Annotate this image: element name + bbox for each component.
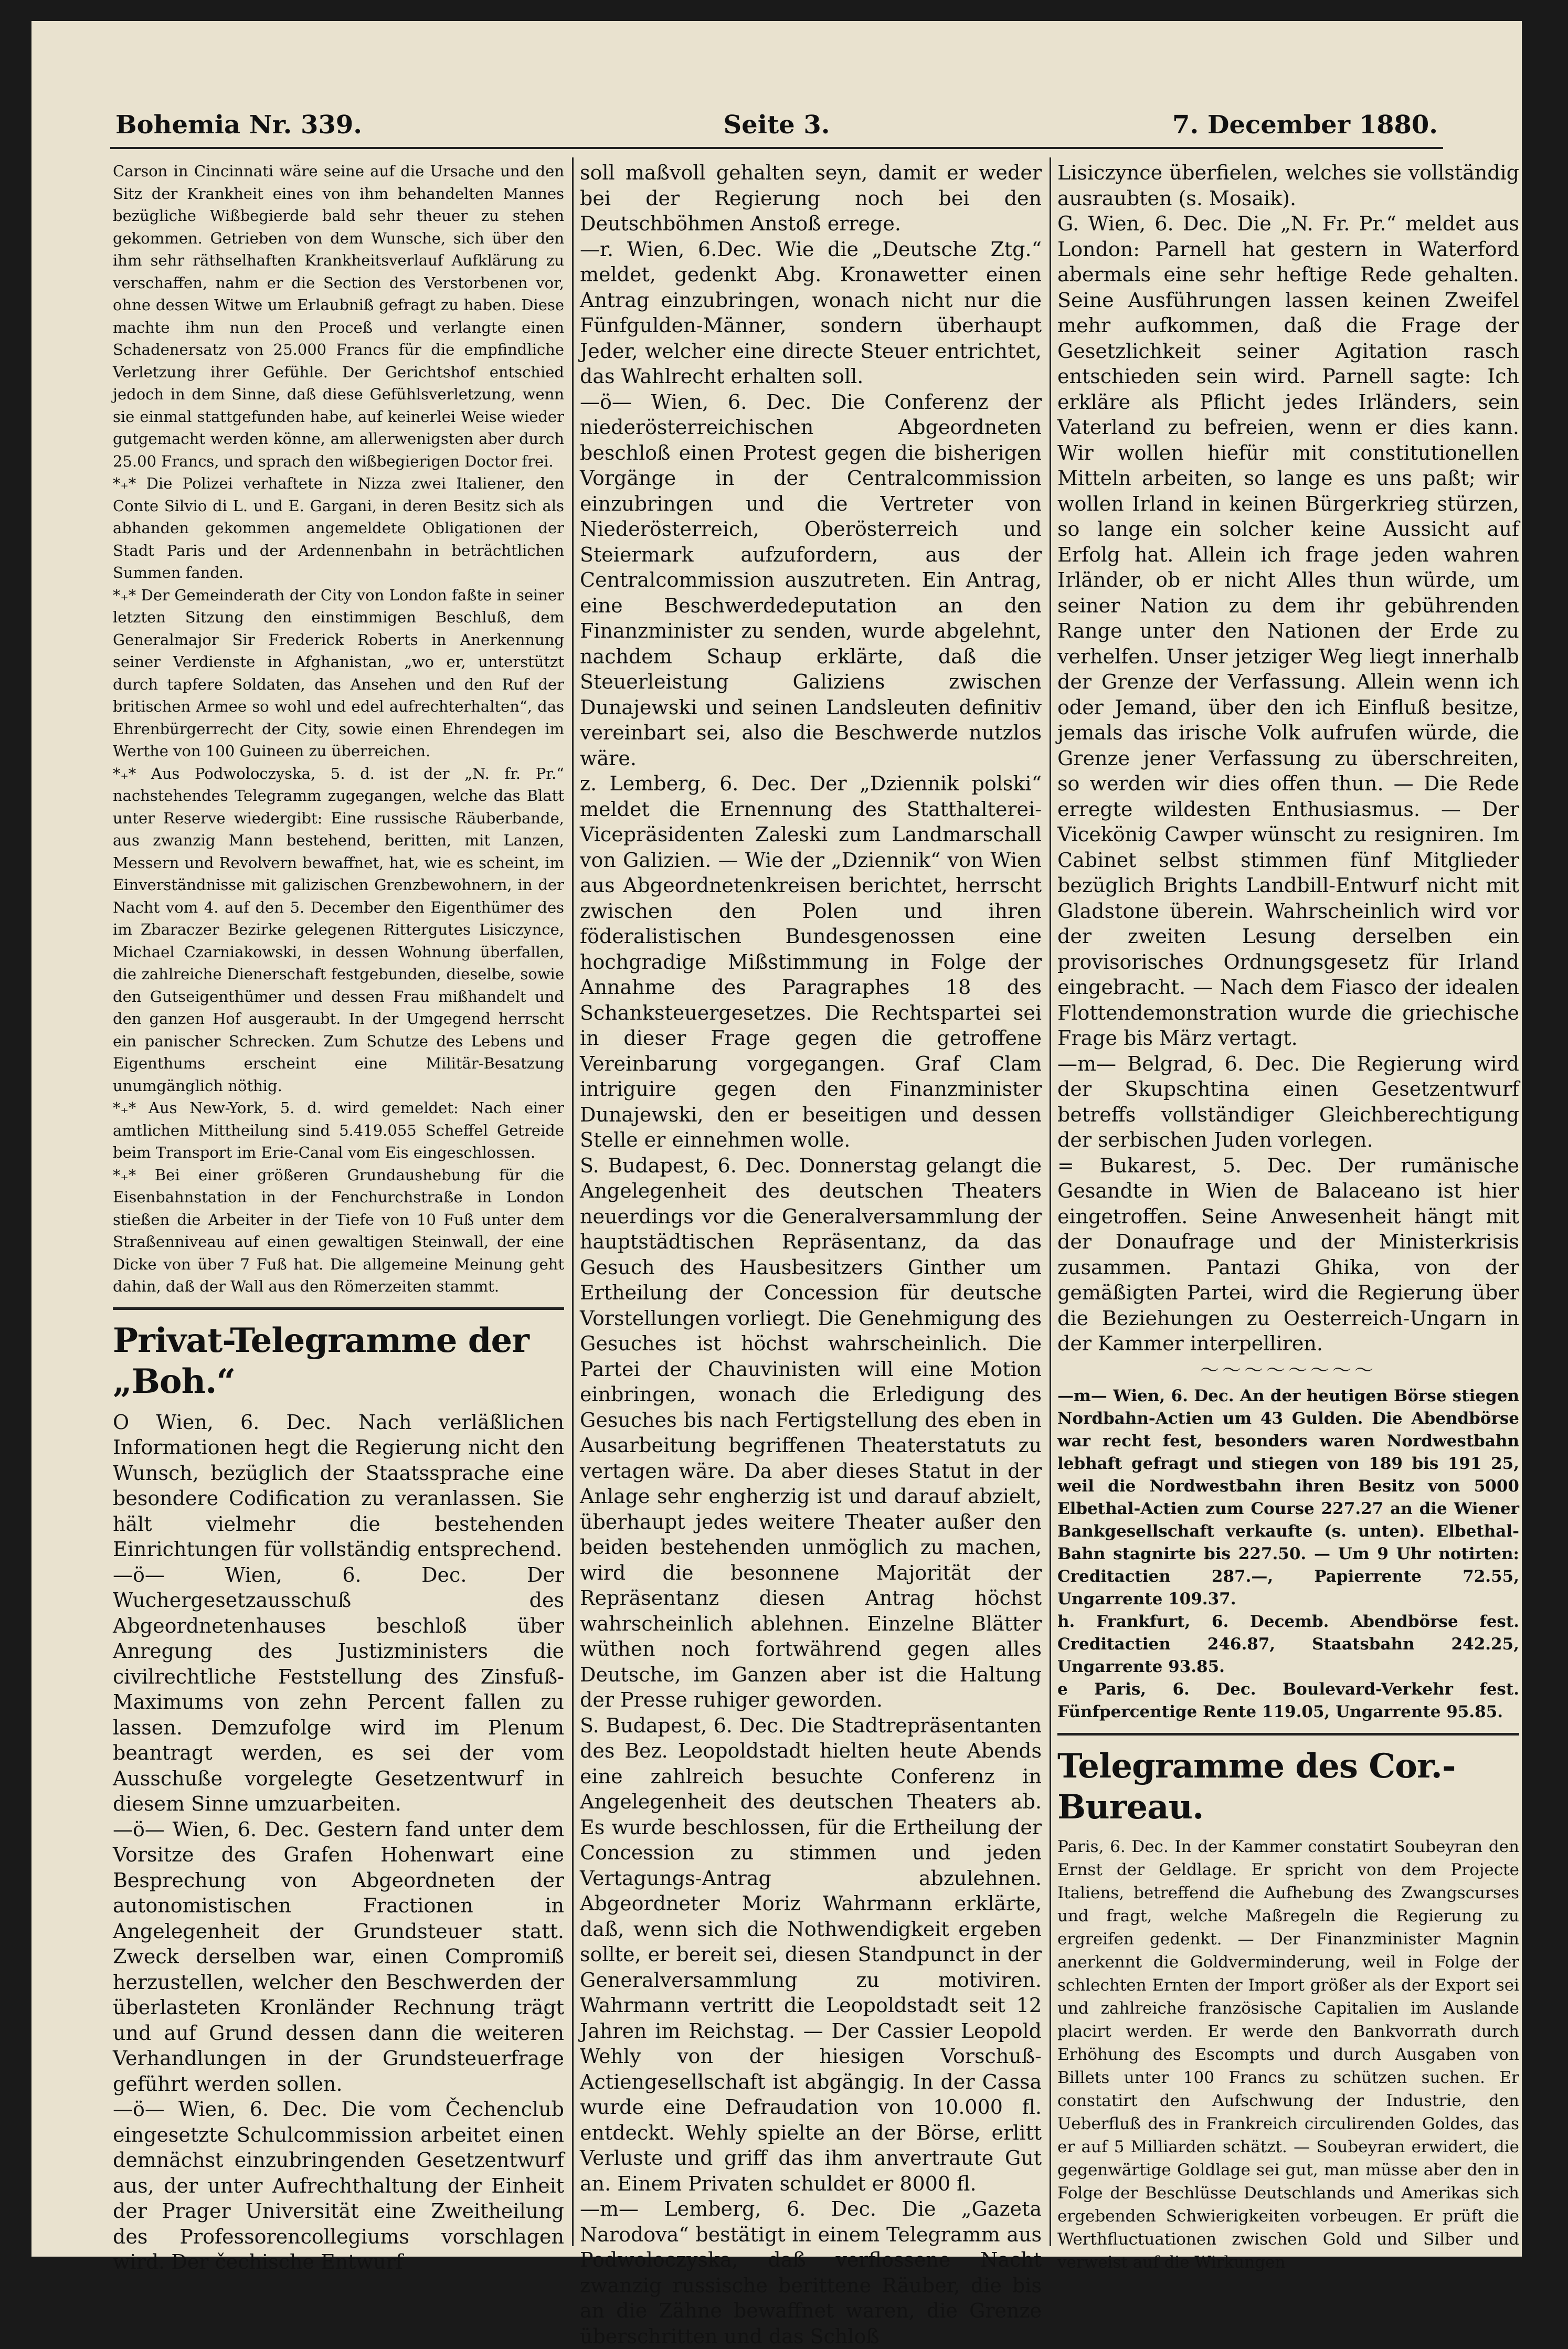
telegram: Lisiczynce überfielen, welches sie vollständig ausraubten (s. Mosaik). — [1057, 161, 1519, 210]
section-divider — [1057, 1733, 1519, 1736]
column-rule-1 — [572, 157, 574, 2246]
telegram: —ö— Wien, 6. Dec. Die vom Čechenclub eingesetzte Schulcommission arbeitet einen demnächst einzubringenden Gesetzentwurf aus, der unter Aufrechthaltung der Einheit der Prager Universität eine Zweitheilung des Professorencollegiums vorschlagen wird. Der čechische Entwurf — [113, 2098, 564, 2273]
article-paragraph: *₊* Aus Podwoloczyska, 5. d. ist der „N. fr. Pr.“ nachstehendes Telegramm zugegangen, welche das Blatt unter Reserve wiedergibt: Eine russische Räuberbande, aus zwanzig Mann bestehend, beritten, mit Lanzen, Messern und Revolvern bewaffnet, hat, wie es scheint, im Einverständnisse mit galizischen Grenzbewohnern, in der Nacht vom 4. auf den 5. December den Eigenthümer des im Zbaraczer Bezirke gelegenen Rittergutes Lisiczynce, Michael Czarniakowski, in dessen Wohnung überfallen, die zahlreiche Dienerschaft festgebunden, dieselbe, sowie den Gutseigenthümer und dessen Frau mißhandelt und den ganzen Hof ausgeraubt. In der Umgegend herrscht ein panischer Schrecken. Zum Schutze des Lebens und Eigenthums erscheint eine Militär-Besatzung unumgänglich nöthig. — [113, 764, 564, 1095]
telegram: —ö— Wien, 6. Dec. Gestern fand unter dem Vorsitze des Grafen Hohenwart eine Besprechung von Abgeordneten der autonomistischen Fractionen in Angelegenheit der Grundsteuer statt. Zweck derselben war, einen Compromiß herzustellen, welcher den Beschwerden der überlasteten Kronländer Rechnung trägt und auf Grund dessen dann die weiteren Verhandlungen in der Grundsteuerfrage geführt werden sollen. — [113, 1817, 564, 2096]
column-rule-2 — [1050, 157, 1051, 2246]
telegram: soll maßvoll gehalten seyn, damit er weder bei der Regierung noch bei den Deutschböhmen Anstoß errege. — [580, 161, 1042, 235]
section-heading: Telegramme des Cor.-Bureau. — [1057, 1746, 1456, 1827]
telegram: O Wien, 6. Dec. Nach verläßlichen Informationen hegt die Regierung nicht den Wunsch, bezüglich der Staatssprache eine besondere Codification zu veranlassen. Sie hält vielmehr die bestehenden Einrichtungen für vollständig entsprechend. — [113, 1410, 564, 1561]
finance-report: —m— Wien, 6. Dec. An der heutigen Börse stiegen Nordbahn-Actien um 43 Gulden. Die Abendbörse war recht fest, besonders waren Nordwestbahn lebhaft gefragt und stiegen von 189 bis 191 25, weil die Nordwestbahn ihren Besitz von 5000 Elbethal-Actien zum Course 227.27 an die Wiener Bankgesellschaft verkaufte (s. unten). Elbethal-Bahn stagnirte bis 227.50. — Um 9 Uhr notirten: Creditactien 287.—, Papierrente 72.55, Ungarrente 109.37. — [1057, 1386, 1519, 1609]
ornament-divider: 〜〜〜〜〜〜〜〜 — [1200, 1359, 1376, 1381]
section-heading: Privat-Telegramme der „Boh.“ — [113, 1320, 529, 1401]
finance-report: h. Frankfurt, 6. Decemb. Abendbörse fest. Creditactien 246.87, Staatsbahn 242.25, Ungarrente 93.85. — [1057, 1612, 1519, 1676]
column-1 — [113, 160, 564, 2273]
masthead-issue: Bohemia Nr. 339. — [115, 110, 362, 140]
telegram: S. Budapest, 6. Dec. Donnerstag gelangt die Angelegenheit des deutschen Theaters neuerdings vor die Generalversammlung der hauptstädtischen Repräsentanz, da das Gesuch des Hausbesitzers Ginther um Ertheilung der Concession für deutsche Vorstellungen vorliegt. Die Genehmigung des Gesuches ist höchst wahrscheinlich. Die Partei der Chauvinisten will eine Motion einbringen, wonach die Erledigung des Gesuches bis nach Fertigstellung des eben in Ausarbeitung begriffenen Theaterstatuts zu vertagen wäre. Da aber dieses Statut in der Anlage sehr engherzig ist und darauf abzielt, überhaupt jedes weitere Theater außer den beiden bestehenden unmöglich zu machen, wird die besonnene Majorität der Repräsentanz diesen Antrag höchst wahrscheinlich ablehnen. Einzelne Blätter wüthen noch fortwährend gegen alles Deutsche, im Ganzen aber ist die Haltung der Presse ruhiger geworden. — [580, 1154, 1042, 1711]
column-2 — [580, 160, 1042, 2348]
telegram: —ö— Wien, 6. Dec. Der Wuchergesetzausschuß des Abgeordnetenhauses beschloß über Anregung des Justizministers die civilrechtliche Feststellung des Zinsfuß-Maximums von zehn Percent fallen zu lassen. Demzufolge wird im Plenum beantragt werden, es sei der vom Ausschuße vorgelegte Gesetzentwurf in diesem Sinne umzuarbeiten. — [113, 1563, 564, 1815]
newspaper-page — [31, 21, 1522, 2348]
column-3 — [1057, 160, 1519, 2272]
article-paragraph: *₊* Der Gemeinderath der City von London faßte in seiner letzten Sitzung den einstimmigen Beschluß, dem Generalmajor Sir Frederick Roberts in Anerkennung seiner Verdienste in Afghanistan, „wo er, unterstützt durch tapfere Soldaten, das Ansehen und den Ruf der britischen Armee so wohl und edel aufrechterhalten“, das Ehrenbürgerrecht der City, sowie einen Ehrendegen im Werthe von 100 Guineen zu überreichen. — [113, 586, 564, 760]
page-number: Seite 3. — [723, 110, 830, 140]
section-divider — [113, 1307, 564, 1310]
article-paragraph: *₊* Bei einer größeren Grundaushebung für die Eisenbahnstation in der Fenchurchstraße in London stießen die Arbeiter in der Tiefe von 10 Fuß unter dem Straßenniveau auf einen gewaltigen Steinwall, der eine Dicke von über 7 Fuß hat. Die allgemeine Meinung geht dahin, daß der Wall aus den Römerzeiten stammt. — [113, 1166, 564, 1295]
article-paragraph: *₊* Aus New-York, 5. d. wird gemeldet: Nach einer amtlichen Mittheilung sind 5.419.055 Scheffel Getreide beim Transport im Erie-Canal vom Eis eingeschlossen. — [113, 1099, 564, 1161]
issue-date: 7. December 1880. — [1172, 110, 1438, 140]
telegram: —r. Wien, 6.Dec. Wie die „Deutsche Ztg.“ meldet, gedenkt Abg. Kronawetter einen Antrag einzubringen, wonach nicht nur die Fünfgulden-Männer, sondern überhaupt Jeder, welcher eine directe Steuer entrichtet, das Wahlrecht erhalten soll. — [580, 237, 1042, 388]
telegram: —ö— Wien, 6. Dec. Die Conferenz der niederösterreichischen Abgeordneten beschloß einen Protest gegen die bisherigen Vorgänge in der Centralcommission einzubringen und die Vertreter von Niederösterreich, Oberösterreich und Steiermark aufzufordern, aus der Centralcommission auszutreten. Ein Antrag, eine Beschwerdedeputation an den Finanzminister zu senden, wurde abgelehnt, nachdem Schaup erklärte, daß die Steuerleistung Galiziens zwischen Dunajewski und seinen Landsleuten definitiv vereinbart sei, also die Beschwerde nutzlos wäre. — [580, 390, 1042, 770]
telegram: G. Wien, 6. Dec. Die „N. Fr. Pr.“ meldet aus London: Parnell hat gestern in Waterford abermals eine sehr heftige Rede gehalten. Seine Ausführungen lassen keinen Zweifel mehr aufkommen, daß die Frage der Gesetzlichkeit seiner Agitation rasch entschieden sein wird. Parnell sagte: Ich erkläre als Pflicht jedes Irländers, sein Vaterland zu befreien, wenn er dies kann. Wir wollen hiefür mit constitutionellen Mitteln arbeiten, so lange es uns paßt; wir wollen Irland in keinen Bürgerkrieg stürzen, so lange ein solcher keine Aussicht auf Erfolg hat. Allein ich frage jeden wahren Irländer, ob er nicht Alles thun würde, um seiner Nation zu dem ihr gebührenden Range unter den Nationen der Erde zu verhelfen. Unser jetziger Weg liegt innerhalb der Grenze der Verfassung. Allein wenn ich oder Jemand, über den ich Einfluß besitze, jemals das irische Volk aufrufen würde, die Grenze jener Verfassung zu überschreiten, so werden wir dies offen thun. — Die Rede erregte wildesten Enthusiasmus. — Der Vicekönig Cawper wünscht zu resigniren. Im Cabinet selbst stimmen fünf Mitglieder bezüglich Brights Landbill-Entwurf nicht mit Gladstone überein. Wahrscheinlich wird vor der zweiten Lesung derselben ein provisorisches Ordnungsgesetz für Irland eingebracht. — Nach dem Fiasco der idealen Flottendemonstration wurde die griechische Frage bis März vertagt. — [1057, 212, 1519, 1050]
telegram: Paris, 6. Dec. In der Kammer constatirt Soubeyran den Ernst der Geldlage. Er spricht von dem Projecte Italiens, betreffend die Aufhebung des Zwangscurses und fragt, welche Maßregeln die Regierung zu ergreifen gedenkt. — Der Finanzminister Magnin anerkennt die Goldverminderung, weil in Folge der schlechten Ernten der Import größer als der Export sei und zahlreiche französische Capitalien im Auslande placirt werden. Er werde den Bankvorrath durch Erhöhung des Escompts und durch Ausgaben von Billets unter 100 Francs zu schützen suchen. Er constatirt den Aufschwung der Industrie, den Ueberfluß des in Frankreich circulirenden Goldes, das er auf 5 Milliarden schätzt. — Soubeyran erwidert, die gegenwärtige Goldlage sei gut, man müsse aber den in Folge der Beschlüsse Deutschlands und Amerikas sich ergebenden Schwierigkeiten vorbeugen. Er prüft die Werthfluctuationen zwischen Gold und Silber und verweist auf die Wirkungen — [1057, 1837, 1519, 2272]
telegram: = Bukarest, 5. Dec. Der rumänische Gesandte in Wien de Balaceano ist hier eingetroffen. Seine Anwesenheit hängt mit der Donaufrage und der Ministerkrisis zusammen. Pantazi Ghika, von der gemäßigten Partei, wird die Regierung über die Beziehungen zu Oesterreich-Ungarn in der Kammer interpelliren. — [1057, 1154, 1519, 1355]
finance-report: e Paris, 6. Dec. Boulevard-Verkehr fest. Fünfpercentige Rente 119.05, Ungarrente 95.85. — [1057, 1679, 1519, 1721]
page-header — [110, 89, 1443, 149]
telegram: —m— Lemberg, 6. Dec. Die „Gazeta Narodova“ bestätigt in einem Telegramm aus Podwoloczyska, daß verflossene Nacht zwanzig russische berittene Räuber, die bis an die Zähne bewaffnet waren, die Grenze überschritten und das Schloß — [580, 2197, 1042, 2348]
article-paragraph: *₊* Die Polizei verhaftete in Nizza zwei Italiener, den Conte Silvio di L. und E. Gargani, in deren Besitz sich als abhanden gekommen angemeldete Obligationen der Stadt Paris und der Ardennenbahn in beträchtlichen Summen fanden. — [113, 474, 564, 581]
telegram: —m— Belgrad, 6. Dec. Die Regierung wird der Skupschtina einen Gesetzentwurf betreffs vollständiger Gleichberechtigung der serbischen Juden vorlegen. — [1057, 1052, 1519, 1151]
telegram: z. Lemberg, 6. Dec. Der „Dziennik polski“ meldet die Ernennung des Statthalterei-Vicepräsidenten Zaleski zum Landmarschall von Galizien. — Wie der „Dziennik“ von Wien aus Abgeordnetenkreisen berichtet, herrscht zwischen den Polen und ihren föderalistischen Bundesgenossen eine hochgradige Mißstimmung in Folge der Annahme des Paragraphes 18 des Schanksteuergesetzes. Die Rechtspartei sei in dieser Frage gegen die getroffene Vereinbarung vorgegangen. Graf Clam intriguire gegen den Finanzminister Dunajewski, den er beseitigen und dessen Stelle er einnehmen wolle. — [580, 772, 1042, 1151]
article-paragraph: Carson in Cincinnati wäre seine auf die Ursache und den Sitz der Krankheit eines von ihm behandelten Mannes bezügliche Wißbegierde bald sehr theuer zu stehen gekommen. Getrieben von dem Wunsche, sich über den ihm sehr räthselhaften Krankheitsverlauf Aufklärung zu verschaffen, nahm er die Section des Verstorbenen vor, ohne dessen Witwe um Erlaubniß gefragt zu haben. Diese machte ihm nun den Proceß und verlangte einen Schadenersatz von 25.000 Francs für die empfindliche Verletzung ihrer Gefühle. Der Gerichtshof entschied jedoch in dem Sinne, daß diese Gefühlsverletzung, wenn sie einmal stattgefunden habe, auf keinerlei Weise wieder gutgemacht werden könne, am allerwenigsten aber durch 25.00 Francs, und sprach den wißbegierigen Doctor frei. — [113, 162, 564, 470]
telegram: S. Budapest, 6. Dec. Die Stadtrepräsentanten des Bez. Leopoldstadt hielten heute Abends eine zahlreich besuchte Conferenz in Angelegenheit des deutschen Theaters ab. Es wurde beschlossen, für die Ertheilung der Concession zu stimmen und jeden Vertagungs-Antrag abzulehnen. Abgeordneter Moriz Wahrmann erklärte, daß, wenn sich die Nothwendigkeit ergeben sollte, er bereit sei, diesen Standpunct in der Generalversammlung zu motiviren. Wahrmann vertritt die Leopoldstadt seit 12 Jahren im Reichstag. — Der Cassier Leopold Wehly von der hiesigen Vorschuß-Actiengesellschaft ist abgängig. In der Cassa wurde eine Defraudation von 10.000 fl. entdeckt. Wehly spielte an der Börse, erlitt Verluste und griff das ihm anvertraute Gut an. Einem Privaten schuldet er 8000 fl. — [580, 1713, 1042, 2195]
